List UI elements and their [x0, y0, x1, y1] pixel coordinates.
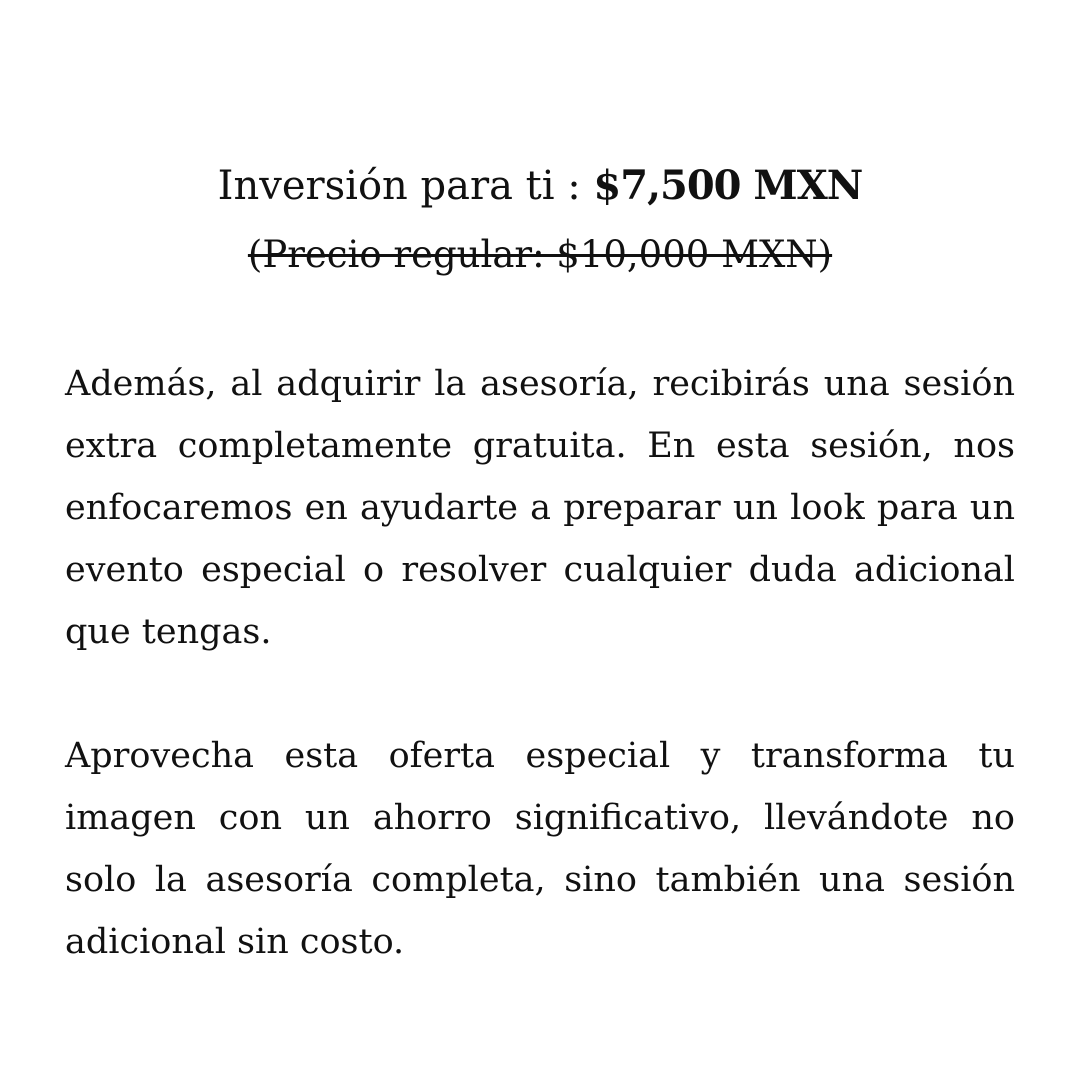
investment-label: Inversión para ti : [217, 163, 594, 209]
price-block [0, 158, 1080, 280]
offer-call-to-action-paragraph: Aprovecha esta oferta especial y transforma tu imagen con un ahorro significativo, llevándote no solo la asesoría completa, sino también una sesión adicional sin costo. [65, 736, 1015, 962]
regular-price-strikethrough: (Precio regular: $10,000 MXN) [247, 233, 833, 276]
bonus-session-paragraph: Además, al adquirir la asesoría, recibirás una sesión extra completamente gratuita. En esta sesión, nos enfocaremos en ayudarte a preparar un look para un evento especial o resolver cualquier duda adicional que tengas. [65, 364, 1015, 652]
investment-price: $7,500 MXN [593, 162, 863, 209]
investment-line [0, 158, 1080, 214]
